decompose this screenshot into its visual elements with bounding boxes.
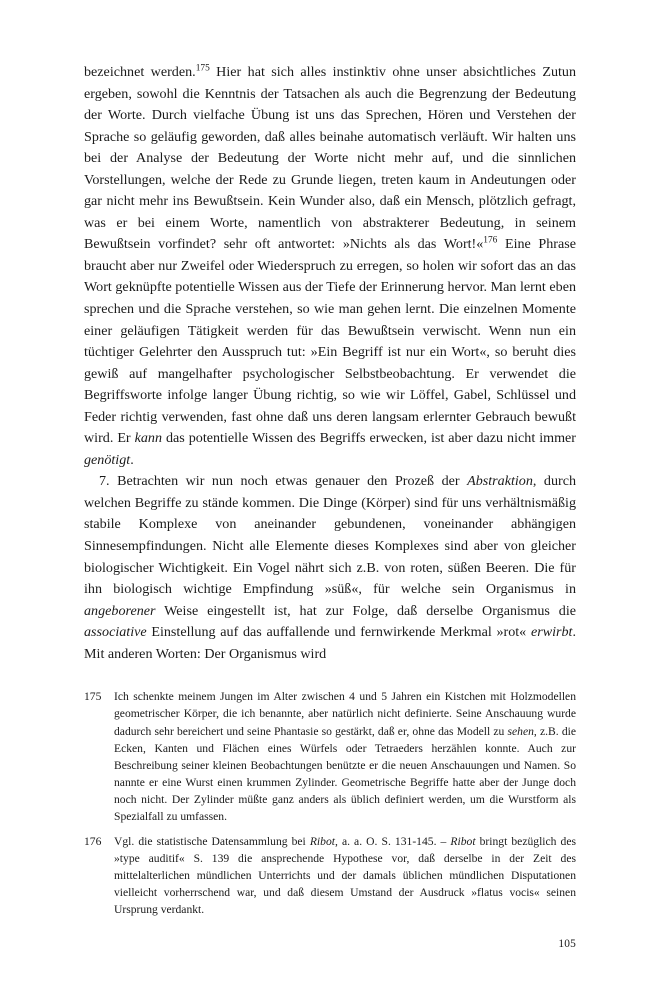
footnotes-block: [84, 688, 576, 918]
emphasis-ribot-first: Ribot: [309, 835, 335, 849]
emphasis-angeborener: angeborener: [84, 602, 156, 619]
footnote-number: 175: [84, 690, 102, 704]
text-run: , a. a. O. S. 131-145. –: [334, 835, 451, 849]
footnote-text: [114, 688, 576, 825]
text-run: bringt bezüglich des »type auditif« S. 139 die ansprechende Hypothese vor, daß derselbe in der Zeit des mittelalterlichen mündlichen Unterrichts und der damals üblichen mündlichen Disputationen vielleicht vorherrschend war, und daß diesem Umstand der Ausdruck »flatus vocis« seinen Ursprung verdankt.: [114, 835, 576, 917]
text-run: das potentielle Wissen des Begriffs erwecken, ist aber dazu nicht immer: [162, 430, 576, 447]
text-run: Einstellung auf das auffallende und fernwirkende Merkmal »rot«: [146, 624, 531, 641]
text-run: Vgl. die statistische Datensammlung bei: [114, 835, 310, 849]
text-run: . Mit anderen Worten: Der Organismus wird: [84, 624, 576, 662]
emphasis-erwirbt: erwirbt: [530, 624, 573, 641]
emphasis-ribot-second: Ribot: [450, 835, 476, 849]
main-text-block: [84, 62, 576, 665]
text-run: 7. Betrachten wir nun noch etwas genauer den Prozeß der: [99, 473, 468, 490]
footnote-175: [84, 688, 576, 825]
text-run: Eine Phrase braucht aber nur Zweifel oder Wiederspruch zu erregen, so holen wir sofort das an das Wort geknüpfte potentielle Wissen aus der Tiefe der Erinnerung hervor. Man lernt eben sprechen und die Sprache verstehen, so wie man gehen lernt. Die einzelnen Momente einer geläufigen Tätigkeit werden für das Bewußtsein verwischt. Wenn nun ein tüchtiger Gelehrter den Ausspruch tut: »Ein Begriff ist nur ein Wort«, so beruht dies gewiß auf mangelhafter psychologischer Selbstbeobachtung. Er verwendet die Begriffsworte infolge langer Übung richtig, so wie wir Löffel, Gabel, Schlüssel und Feder richtig verwenden, fast ohne daß uns deren langsam erlernter Gebrauch bewußt wird. Er: [84, 236, 576, 447]
footnote-text: [114, 833, 576, 918]
footnote-reference-176[interactable]: 176: [483, 235, 498, 246]
text-run: , durch welchen Begriffe zu stände kommen. Die Dinge (Körper) sind für uns verhältnismäßig stabile Komplexe von aneinander gebundenen, voneinander abhängigen Sinnesempfindungen. Nicht alle Elemente dieses Komplexes sind aber von gleicher biologischer Wichtigkeit. Ein Vogel nährt sich z.B. von roten, süßen Beeren. Die für ihn biologisch wichtige Empfindung »süß«, für welche sein Organismus in: [84, 473, 577, 598]
text-run: .: [130, 451, 134, 468]
text-run: Weise eingestellt ist, hat zur Folge, daß derselbe Organismus die: [155, 602, 576, 619]
emphasis-kann: kann: [134, 430, 163, 447]
page-number: 105: [558, 938, 576, 950]
footnote-176: [84, 833, 576, 918]
footnote-number: 176: [84, 835, 102, 849]
emphasis-associative: associative: [84, 624, 147, 641]
emphasis-abstraktion: Abstraktion: [467, 473, 533, 490]
text-run: bezeichnet werden.: [84, 64, 196, 80]
text-run: Ich schenkte meinem Jungen im Alter zwischen 4 und 5 Jahren ein Kistchen mit Holzmodellen geometrischer Körper, die ich benannte, aber natürlich nicht definierte. Seine Anschauung wurde dadurch sehr bereichert und seine Phantasie so gestärkt, daß er, ohne das Modell zu: [114, 690, 576, 738]
paragraph-continuation: [84, 62, 576, 471]
emphasis-genoetigt: genötigt: [84, 451, 131, 468]
emphasis-sehen: sehen: [507, 724, 534, 738]
footnote-reference-175[interactable]: 175: [195, 63, 210, 74]
paragraph-section-7: [84, 471, 576, 665]
text-run: , z.B. die Ecken, Kanten und Flächen eines Würfels oder Tetraeders herzählen konnte. Auch zur Beschreibung seiner kleinen Beobachtungen benützte er die neuen Anschauungen und Namen. So nannte er eine Wurst einen krummen Zylinder. Geometrische Begriffe hatte aber der Junge doch noch nicht. Der Zylinder müßte ganz anders als üblich definiert werden, um die Wurstform als Spezialfall zu umfassen.: [114, 724, 576, 823]
text-run: Hier hat sich alles instinktiv ohne unser absichtliches Zutun ergeben, sowohl die Kenntnis der Tatsachen als auch die Begrenzung der Bedeutung der Worte. Durch vielfache Übung ist uns das Sprechen, Hören und Verstehen der Sprache so geläufig geworden, daß alles beinahe automatisch verläuft. Wir halten uns bei der Analyse der Bedeutung der Worte nicht mehr auf, und die sinnlichen Vorstellungen, welche der Rede zu Grunde liegen, treten kaum in Andeutungen oder gar nicht mehr ins Bewußtsein. Kein Wunder also, daß ein Mensch, plötzlich gefragt, was er bei einem Worte, namentlich von abstrakterer Bedeutung, in seinem Bewußtsein vorfindet? sehr oft antwortet: »Nichts als das Wort!«: [84, 64, 576, 253]
